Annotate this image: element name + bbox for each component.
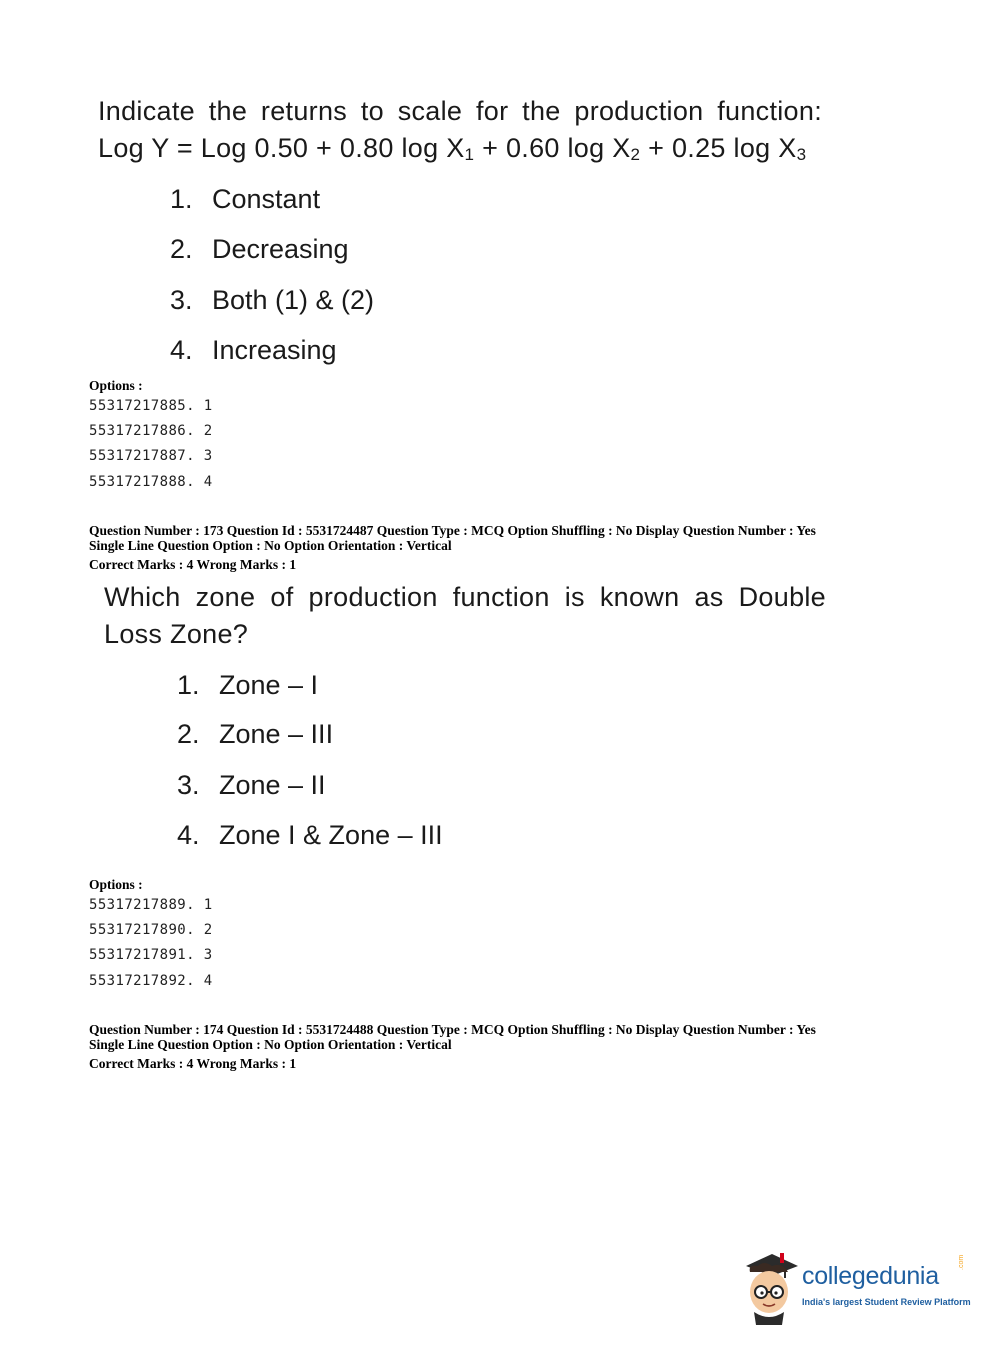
logo-wordmark: collegedunia [802, 1262, 939, 1290]
question-1-choice-2: 2. Decreasing [170, 234, 349, 264]
question-1-text-line-1: Indicate the returns to scale for the production function: [98, 96, 822, 126]
question-meta-line-2: Single Line Question Option : No Option Orientation : Vertical [89, 1037, 452, 1052]
option-id-4: 55317217892. 4 [89, 973, 213, 989]
question-2-choice-2: 2. Zone – III [177, 719, 334, 749]
options-label: Options : [89, 877, 143, 892]
logo-tagline: India's largest Student Review Platform [802, 1297, 971, 1307]
question-meta-line-1: Question Number : 174 Question Id : 5531724488 Question Type : MCQ Option Shuffling : No Display Question Number : Yes [89, 1022, 816, 1037]
question-2-choice-3: 3. Zone – II [177, 770, 326, 800]
option-id-4: 55317217888. 4 [89, 474, 213, 490]
question-2-text-line-2: Loss Zone? [104, 619, 249, 649]
option-id-1: 55317217885. 1 [89, 398, 213, 414]
option-id-3: 55317217891. 3 [89, 947, 213, 963]
question-meta-line-2: Single Line Question Option : No Option Orientation : Vertical [89, 538, 452, 553]
question-2-choice-4: 4. Zone I & Zone – III [177, 820, 443, 850]
question-1-choice-3: 3. Both (1) & (2) [170, 285, 375, 315]
question-1-choice-4: 4. Increasing [170, 335, 337, 365]
question-marks: Correct Marks : 4 Wrong Marks : 1 [89, 557, 297, 572]
question-1-equation: Log Y = Log 0.50 + 0.80 $\log X_1 + 0.60$ $\log X_2 + 0.25$ $\log X_3$ [98, 133, 807, 164]
question-1-choice-1: 1. Constant [170, 184, 321, 214]
question-2-choice-1: 1. Zone – I [177, 670, 319, 700]
option-id-2: 55317217890. 2 [89, 922, 213, 938]
mascot-icon [742, 1250, 802, 1325]
collegedunia-logo[interactable] [742, 1250, 972, 1325]
option-id-2: 55317217886. 2 [89, 423, 213, 439]
question-2-text-line-1: Which zone of production function is known as Double [104, 582, 826, 612]
option-id-1: 55317217889. 1 [89, 897, 213, 913]
logo-domain-suffix: .com [958, 1254, 965, 1270]
option-id-3: 55317217887. 3 [89, 448, 213, 464]
question-meta-line-1: Question Number : 173 Question Id : 5531724487 Question Type : MCQ Option Shuffling : No Display Question Number : Yes [89, 523, 816, 538]
question-marks: Correct Marks : 4 Wrong Marks : 1 [89, 1056, 297, 1071]
options-label: Options : [89, 378, 143, 393]
